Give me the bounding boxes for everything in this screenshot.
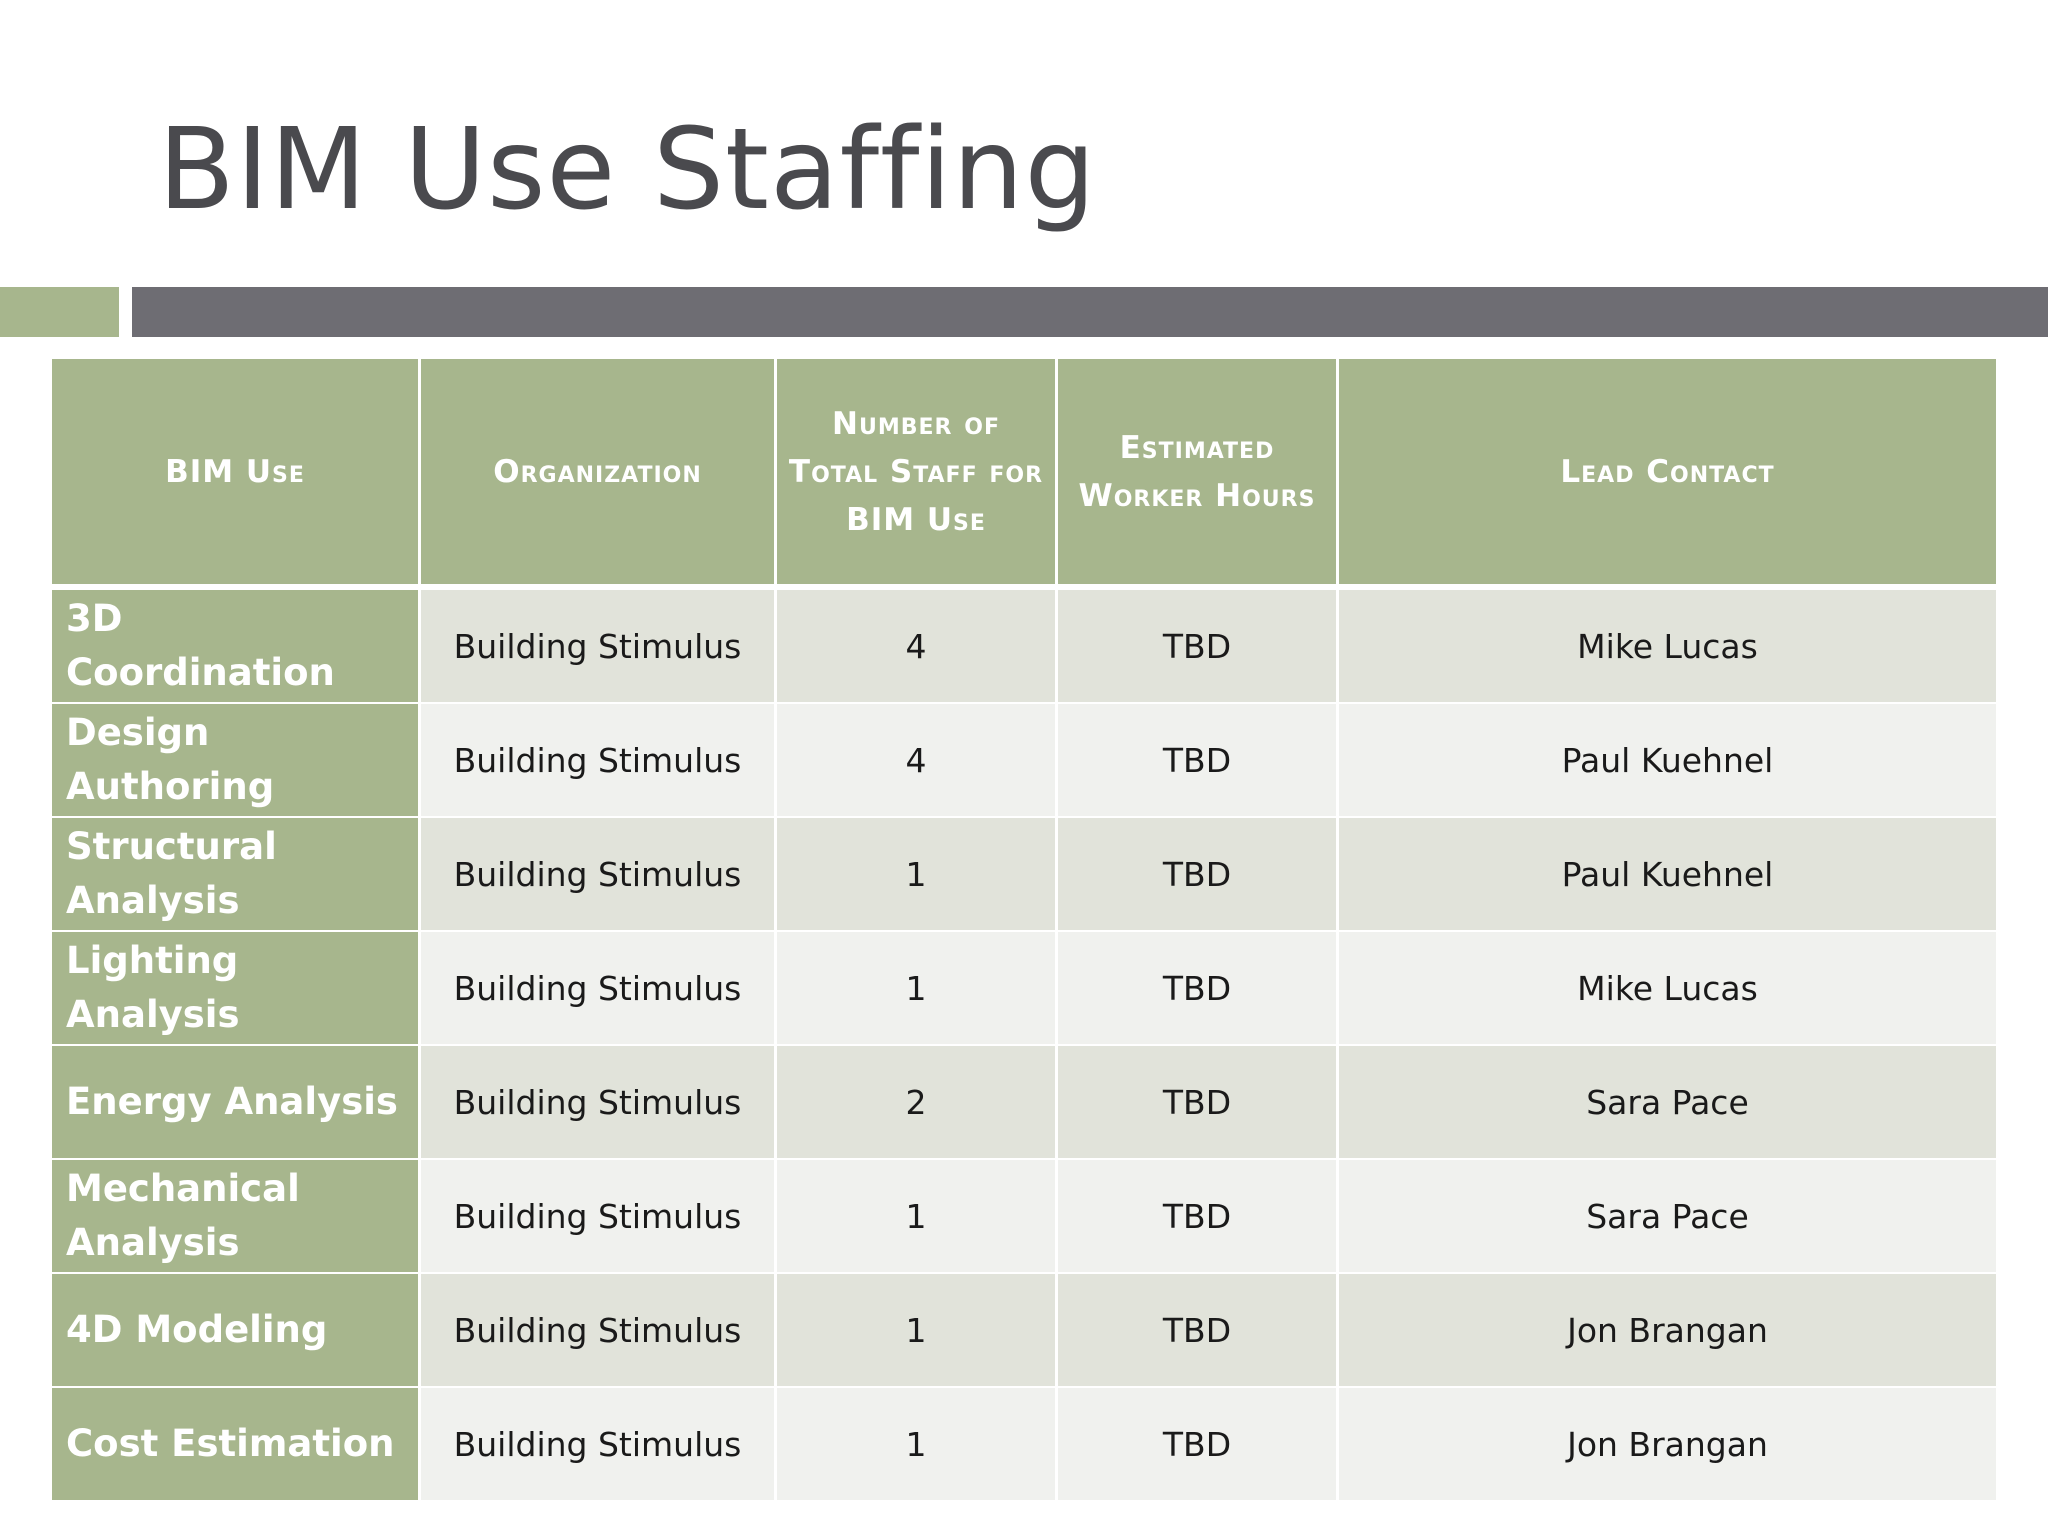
bim-use-cell: Cost Estimation bbox=[52, 1388, 418, 1500]
bim-use-cell: Energy Analysis bbox=[52, 1046, 418, 1158]
bim-use-cell: Mechanical Analysis bbox=[52, 1160, 418, 1272]
staff-count-cell: 1 bbox=[777, 932, 1055, 1044]
accent-bar-green bbox=[0, 287, 119, 337]
staff-count-cell: 1 bbox=[777, 818, 1055, 930]
worker-hours-cell: TBD bbox=[1058, 1046, 1336, 1158]
organization-cell: Building Stimulus bbox=[421, 818, 774, 930]
bim-use-cell: Structural Analysis bbox=[52, 818, 418, 930]
table-row bbox=[52, 1388, 1996, 1500]
table-row bbox=[52, 590, 1996, 702]
table-row bbox=[52, 1274, 1996, 1386]
staff-count-cell: 1 bbox=[777, 1274, 1055, 1386]
staff-count-cell: 2 bbox=[777, 1046, 1055, 1158]
bim-use-cell: 4D Modeling bbox=[52, 1274, 418, 1386]
table-header-row bbox=[52, 359, 1996, 584]
lead-contact-cell: Paul Kuehnel bbox=[1339, 704, 1996, 816]
header-organization: Organization bbox=[421, 359, 774, 584]
bim-use-cell: Lighting Analysis bbox=[52, 932, 418, 1044]
organization-cell: Building Stimulus bbox=[421, 704, 774, 816]
lead-contact-cell: Mike Lucas bbox=[1339, 932, 1996, 1044]
bim-use-cell: 3D Coordination bbox=[52, 590, 418, 702]
staff-count-cell: 1 bbox=[777, 1388, 1055, 1500]
lead-contact-cell: Jon Brangan bbox=[1339, 1388, 1996, 1500]
accent-bar-gray bbox=[132, 287, 2048, 337]
staffing-table bbox=[52, 359, 1996, 1502]
table-row bbox=[52, 704, 1996, 816]
organization-cell: Building Stimulus bbox=[421, 590, 774, 702]
worker-hours-cell: TBD bbox=[1058, 818, 1336, 930]
staff-count-cell: 4 bbox=[777, 590, 1055, 702]
header-total-staff: Number of Total Staff for BIM Use bbox=[777, 359, 1055, 584]
header-worker-hours: Estimated Worker Hours bbox=[1058, 359, 1336, 584]
slide-title: BIM Use Staffing bbox=[158, 105, 1097, 235]
worker-hours-cell: TBD bbox=[1058, 704, 1336, 816]
table-row bbox=[52, 1046, 1996, 1158]
organization-cell: Building Stimulus bbox=[421, 1274, 774, 1386]
staff-count-cell: 4 bbox=[777, 704, 1055, 816]
lead-contact-cell: Sara Pace bbox=[1339, 1046, 1996, 1158]
worker-hours-cell: TBD bbox=[1058, 1274, 1336, 1386]
worker-hours-cell: TBD bbox=[1058, 1388, 1336, 1500]
table-row bbox=[52, 818, 1996, 930]
lead-contact-cell: Paul Kuehnel bbox=[1339, 818, 1996, 930]
worker-hours-cell: TBD bbox=[1058, 1160, 1336, 1272]
worker-hours-cell: TBD bbox=[1058, 932, 1336, 1044]
header-lead-contact: Lead Contact bbox=[1339, 359, 1996, 584]
bim-use-cell: Design Authoring bbox=[52, 704, 418, 816]
table-row bbox=[52, 1160, 1996, 1272]
lead-contact-cell: Mike Lucas bbox=[1339, 590, 1996, 702]
lead-contact-cell: Sara Pace bbox=[1339, 1160, 1996, 1272]
table-row bbox=[52, 932, 1996, 1044]
worker-hours-cell: TBD bbox=[1058, 590, 1336, 702]
lead-contact-cell: Jon Brangan bbox=[1339, 1274, 1996, 1386]
header-bim-use: BIM Use bbox=[52, 359, 418, 584]
staff-count-cell: 1 bbox=[777, 1160, 1055, 1272]
organization-cell: Building Stimulus bbox=[421, 1388, 774, 1500]
organization-cell: Building Stimulus bbox=[421, 1046, 774, 1158]
organization-cell: Building Stimulus bbox=[421, 932, 774, 1044]
organization-cell: Building Stimulus bbox=[421, 1160, 774, 1272]
